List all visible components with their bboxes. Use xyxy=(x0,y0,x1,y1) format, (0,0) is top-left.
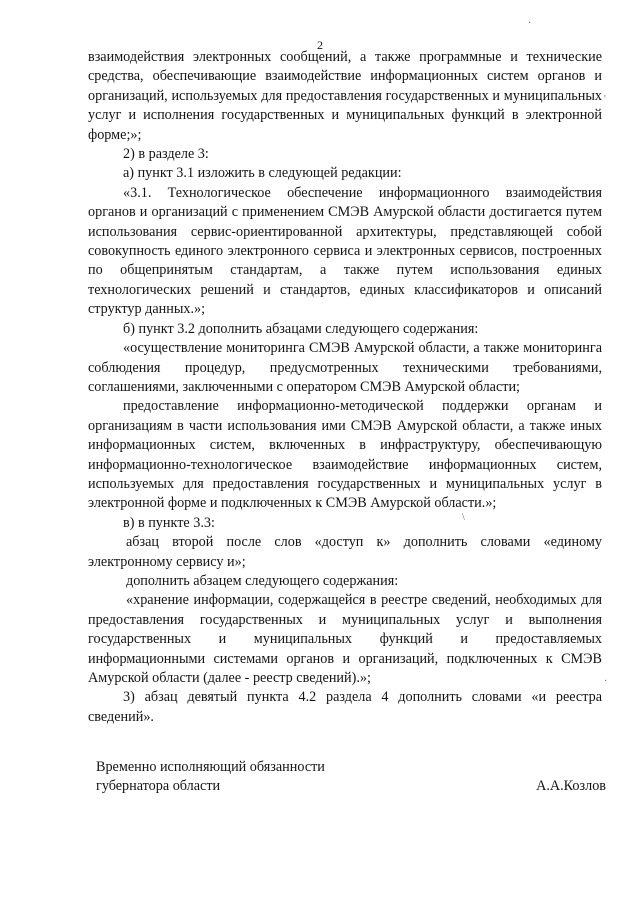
paragraph-item-2v: в) в пункте 3.3: xyxy=(123,514,215,531)
signature-title-line2: губернатора области xyxy=(96,778,221,795)
page-number: 2 xyxy=(317,38,323,52)
scan-speck: ' xyxy=(604,94,606,105)
paragraph-item-2a: а) пункт 3.1 изложить в следующей редакции: xyxy=(123,165,402,182)
paragraph-continuation: взаимодействия электронных сообщений, а также программные и технические средства, обеспечивающие взаимодействие информационных систем органов и организаций, используемых для предоставления государственных и муниципальных услуг и исполнения государственных и муниципальных функций в электронной форме;»; xyxy=(88,49,602,143)
scan-speck: \ xyxy=(462,512,465,523)
paragraph-second-abzac: абзац второй после слов «доступ к» дополнить словами «единому электронному сервису и»; xyxy=(88,534,602,570)
paragraph-add-abzac: дополнить абзацем следующего содержания: xyxy=(126,572,399,589)
paragraph-storage: «хранение информации, содержащейся в реестре сведений, необходимых для предоставления государственных и муниципальных услуг и выполнения государственных и муниципальных функций и предоставляемых информационными системами органов и организаций, подключенных к СМЭВ Амурской области (далее - реестр сведений).»; xyxy=(88,592,602,686)
paragraph-item-3: 3) абзац девятый пункта 4.2 раздела 4 дополнить словами «и реестра сведений». xyxy=(88,689,602,725)
signature-block xyxy=(96,758,606,797)
paragraph-quote-3-1: «3.1. Технологическое обеспечение информационного взаимодействия органов и организаций с применением СМЭВ Амурской области достигается путем использования сервис-ориентированной архитектуры, представляющей собой совокупность единого электронного сервиса и электронных сервисов, построенных по общепринятым стандартам, а также путем использования единых технологических решений и стандартов, единых классификаторов и описаний структур данных.»; xyxy=(88,184,602,318)
paragraph-monitoring: «осуществление мониторинга СМЭВ Амурской области, а также мониторинга соблюдения процедур, предусмотренных техническими требованиями, соглашениями, заключенными с оператором СМЭВ Амурской области; xyxy=(88,340,602,395)
paragraph-support: предоставление информационно-методической поддержки органам и организациям в части использования ими СМЭВ Амурской области, а также иных информационных систем, включенных в инфраструктуру, обеспечивающую информационно-технологическое взаимодействие информационных систем, используемых для предоставления государственных и муниципальных услуг в электронной форме и подключенных к СМЭВ Амурской области.»; xyxy=(88,398,602,512)
document-body xyxy=(88,48,602,727)
signature-title-line1: Временно исполняющий обязанности xyxy=(96,759,325,775)
paragraph-item-2b: б) пункт 3.2 дополнить абзацами следующего содержания: xyxy=(123,320,479,337)
scan-speck: · xyxy=(604,676,608,687)
scan-speck: · xyxy=(528,18,532,29)
paragraph-item-2: 2) в разделе 3: xyxy=(123,146,209,163)
signature-name: А.А.Козлов xyxy=(536,778,606,795)
